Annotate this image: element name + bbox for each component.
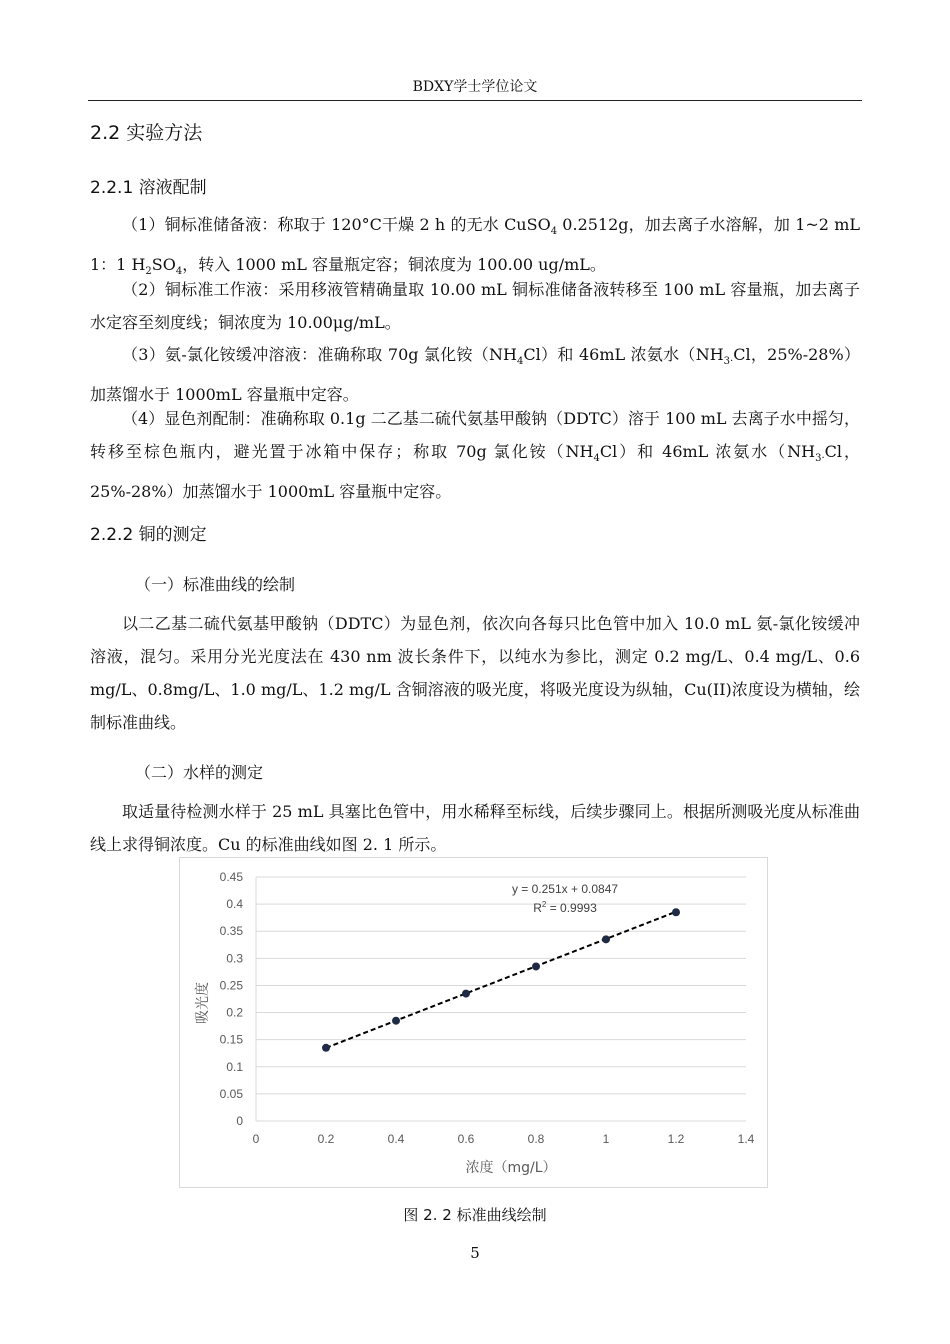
part-title-standard-curve: （一）标准曲线的绘制 <box>135 575 296 594</box>
text-run: （3）氨-氯化铵缓冲溶液：准确称取 70g 氯化铵（NH <box>122 345 518 364</box>
r-squared-superscript: 2 <box>541 900 547 909</box>
data-point <box>462 990 470 998</box>
paragraph-copper-working: （2）铜标准工作液：采用移液管精确量取 10.00 mL 铜标准储备液转移至 100 mL 容量瓶，加去离子水定容至刻度线；铜浓度为 10.00μg/mL。 <box>90 280 860 332</box>
x-tick-label: 0 <box>252 1132 260 1146</box>
subscript: 3· <box>723 356 734 368</box>
r-squared-symbol: R <box>533 901 542 915</box>
y-tick-label: 0.4 <box>226 897 243 912</box>
x-tick-label: 1.2 <box>667 1132 685 1146</box>
data-point <box>322 1044 330 1052</box>
subsection-title-2-2-2: 2.2.2 铜的测定 <box>90 525 207 545</box>
y-tick-label: 0.45 <box>219 870 243 884</box>
y-tick-label: 0.1 <box>226 1059 243 1074</box>
y-axis-label: 吸光度 <box>195 982 211 1024</box>
text-run: ，转入 1000 mL 容量瓶定容；铜浓度为 100.00 ug/mL。 <box>182 255 606 275</box>
x-tick-label: 0.4 <box>387 1132 405 1146</box>
subscript: 4 <box>517 356 524 368</box>
data-point <box>532 962 540 970</box>
y-tick-labels <box>220 870 244 1128</box>
y-tick-label: 0.35 <box>219 924 243 939</box>
trendline-equation: y = 0.251x + 0.0847 <box>511 882 619 896</box>
x-tick-label: 1 <box>602 1132 610 1146</box>
x-tick-label: 1.4 <box>737 1132 755 1146</box>
text-run: Cl，25%-28%）加蒸馏水于 1000mL 容量瓶中定容。 <box>90 345 860 405</box>
y-tick-label: 0 <box>236 1114 243 1128</box>
subsection-title-2-2-1: 2.2.1 溶液配制 <box>90 178 207 198</box>
subscript: 4 <box>550 226 558 238</box>
text-run: （1）铜标准储备液：称取于 120°C干燥 2 h 的无水 CuSO <box>122 215 551 234</box>
figure-caption: 图 2. 2 标准曲线绘制 <box>403 1206 547 1224</box>
chart-frame <box>179 857 768 1188</box>
r-squared-label <box>533 900 597 915</box>
x-axis-label: 浓度（mg/L） <box>465 1160 557 1176</box>
subscript: 4 <box>175 266 183 278</box>
text-run: （4）显色剂配制：准确称取 0.1g 二乙基二硫代氨基甲酸钠（DDTC）溶于 100 mL 去离子水中摇匀，转移至棕色瓶内，避光置于冰箱中保存；称取 70g 氯化铵（NH <box>90 409 860 461</box>
section-title: 2.2 实验方法 <box>90 122 203 144</box>
subscript: 4 <box>593 453 600 465</box>
y-tick-label: 0.2 <box>226 1005 243 1020</box>
x-tick-labels <box>253 1132 755 1146</box>
y-tick-label: 0.05 <box>219 1086 243 1101</box>
text-run: Cl）和 46mL 浓氨水（NH <box>599 442 816 461</box>
header-rule <box>88 100 862 101</box>
paragraph-buffer <box>90 338 860 411</box>
y-tick-label: 0.3 <box>226 951 243 966</box>
text-run: SO <box>151 255 176 275</box>
text-run: 0.2512g，加去离子水溶解，加 1~2 mL 1：1 H <box>90 215 860 275</box>
data-point <box>602 935 610 943</box>
paragraph-standard-curve: 以二乙基二硫代氨基甲酸钠（DDTC）为显色剂，依次向各每只比色管中加入 10.0 mL 氨-氯化铵缓冲溶液，混匀。采用分光光度法在 430 nm 波长条件下，以纯水为参比，测定 0.2 mg/L、0.4 mg/L、0.6 mg/L、0.8mg/L、1.0 mg/L、1.2 mg/L 含铜溶液的吸光度，将吸光度设为纵轴，Cu(II)浓度设为横轴，绘制标准曲线。 <box>90 614 860 732</box>
x-tick-label: 0.6 <box>457 1132 475 1146</box>
x-tick-label: 0.2 <box>317 1132 335 1146</box>
y-tick-label: 0.15 <box>219 1032 243 1047</box>
part-title-water-sample: （二）水样的测定 <box>135 763 264 782</box>
x-tick-label: 0.8 <box>527 1132 545 1146</box>
data-point <box>392 1017 400 1025</box>
paragraph-water-sample: 取适量待检测水样于 25 mL 具塞比色管中，用水稀释至标线，后续步骤同上。根据所测吸光度从标准曲线上求得铜浓度。Cu 的标准曲线如图 2. 1 所示。 <box>90 802 860 854</box>
text-run: Cl）和 46mL 浓氨水（NH <box>523 345 724 364</box>
y-tick-label: 0.25 <box>219 978 243 993</box>
r-squared-value: = 0.9993 <box>546 901 597 915</box>
calibration-chart <box>180 858 767 1187</box>
paragraph-reagent <box>90 402 860 508</box>
text-run: Cl，25%-28%）加蒸馏水于 1000mL 容量瓶中定容。 <box>90 442 860 502</box>
trend-line <box>326 912 676 1048</box>
subscript: 2 <box>145 266 152 278</box>
subscript: 3· <box>815 453 825 465</box>
page-number: 5 <box>470 1244 480 1262</box>
running-header: BDXY学士学位论文 <box>412 79 538 95</box>
data-point <box>672 908 680 916</box>
